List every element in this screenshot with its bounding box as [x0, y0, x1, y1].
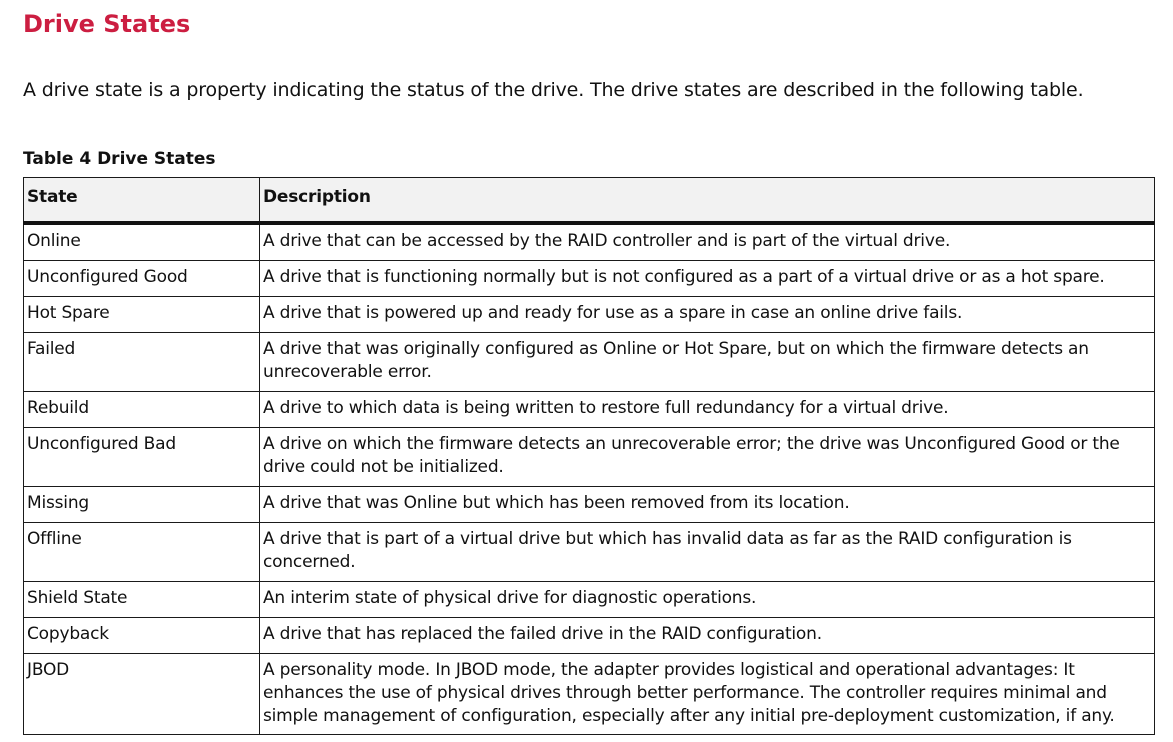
table-row	[24, 487, 1155, 523]
description-cell: A drive that was originally configured as Online or Hot Spare, but on which the firmware detects an unrecoverable error.	[260, 333, 1155, 392]
description-cell: A drive to which data is being written to restore full redundancy for a virtual drive.	[260, 392, 1155, 428]
description-cell: A drive that is powered up and ready for use as a spare in case an online drive fails.	[260, 297, 1155, 333]
description-cell: An interim state of physical drive for diagnostic operations.	[260, 582, 1155, 618]
intro-paragraph: A drive state is a property indicating the status of the drive. The drive states are described in the following table.	[23, 79, 1084, 101]
description-cell: A drive that is part of a virtual drive but which has invalid data as far as the RAID configuration is concerned.	[260, 523, 1155, 582]
table-row	[24, 582, 1155, 618]
table-header-row	[24, 178, 1155, 224]
state-cell: Failed	[24, 333, 260, 392]
state-cell: Unconfigured Good	[24, 261, 260, 297]
table-row	[24, 523, 1155, 582]
state-cell: Copyback	[24, 618, 260, 654]
description-cell: A drive that was Online but which has been removed from its location.	[260, 487, 1155, 523]
table-row	[24, 654, 1155, 735]
table-row	[24, 297, 1155, 333]
state-cell: Unconfigured Bad	[24, 428, 260, 487]
description-cell: A personality mode. In JBOD mode, the adapter provides logistical and operational advantages: It enhances the use of physical drives through better performance. The controller requires minimal and simple management of configuration, especially after any initial pre-deployment customization, if any.	[260, 654, 1155, 735]
description-cell: A drive that is functioning normally but is not configured as a part of a virtual drive or as a hot spare.	[260, 261, 1155, 297]
state-cell: Offline	[24, 523, 260, 582]
description-cell: A drive that can be accessed by the RAID controller and is part of the virtual drive.	[260, 223, 1155, 261]
page-title: Drive States	[23, 10, 191, 38]
table-row	[24, 223, 1155, 261]
description-cell: A drive that has replaced the failed drive in the RAID configuration.	[260, 618, 1155, 654]
description-cell: A drive on which the firmware detects an unrecoverable error; the drive was Unconfigured Good or the drive could not be initialized.	[260, 428, 1155, 487]
table-row	[24, 333, 1155, 392]
state-cell: Rebuild	[24, 392, 260, 428]
drive-states-table	[23, 177, 1155, 735]
state-cell: Hot Spare	[24, 297, 260, 333]
state-cell: Missing	[24, 487, 260, 523]
state-cell: Online	[24, 223, 260, 261]
table-row	[24, 261, 1155, 297]
table-row	[24, 392, 1155, 428]
table-row	[24, 618, 1155, 654]
table-caption: Table 4 Drive States	[23, 149, 216, 169]
header-description: Description	[260, 178, 1155, 224]
state-cell: JBOD	[24, 654, 260, 735]
table-row	[24, 428, 1155, 487]
header-state: State	[24, 178, 260, 224]
state-cell: Shield State	[24, 582, 260, 618]
